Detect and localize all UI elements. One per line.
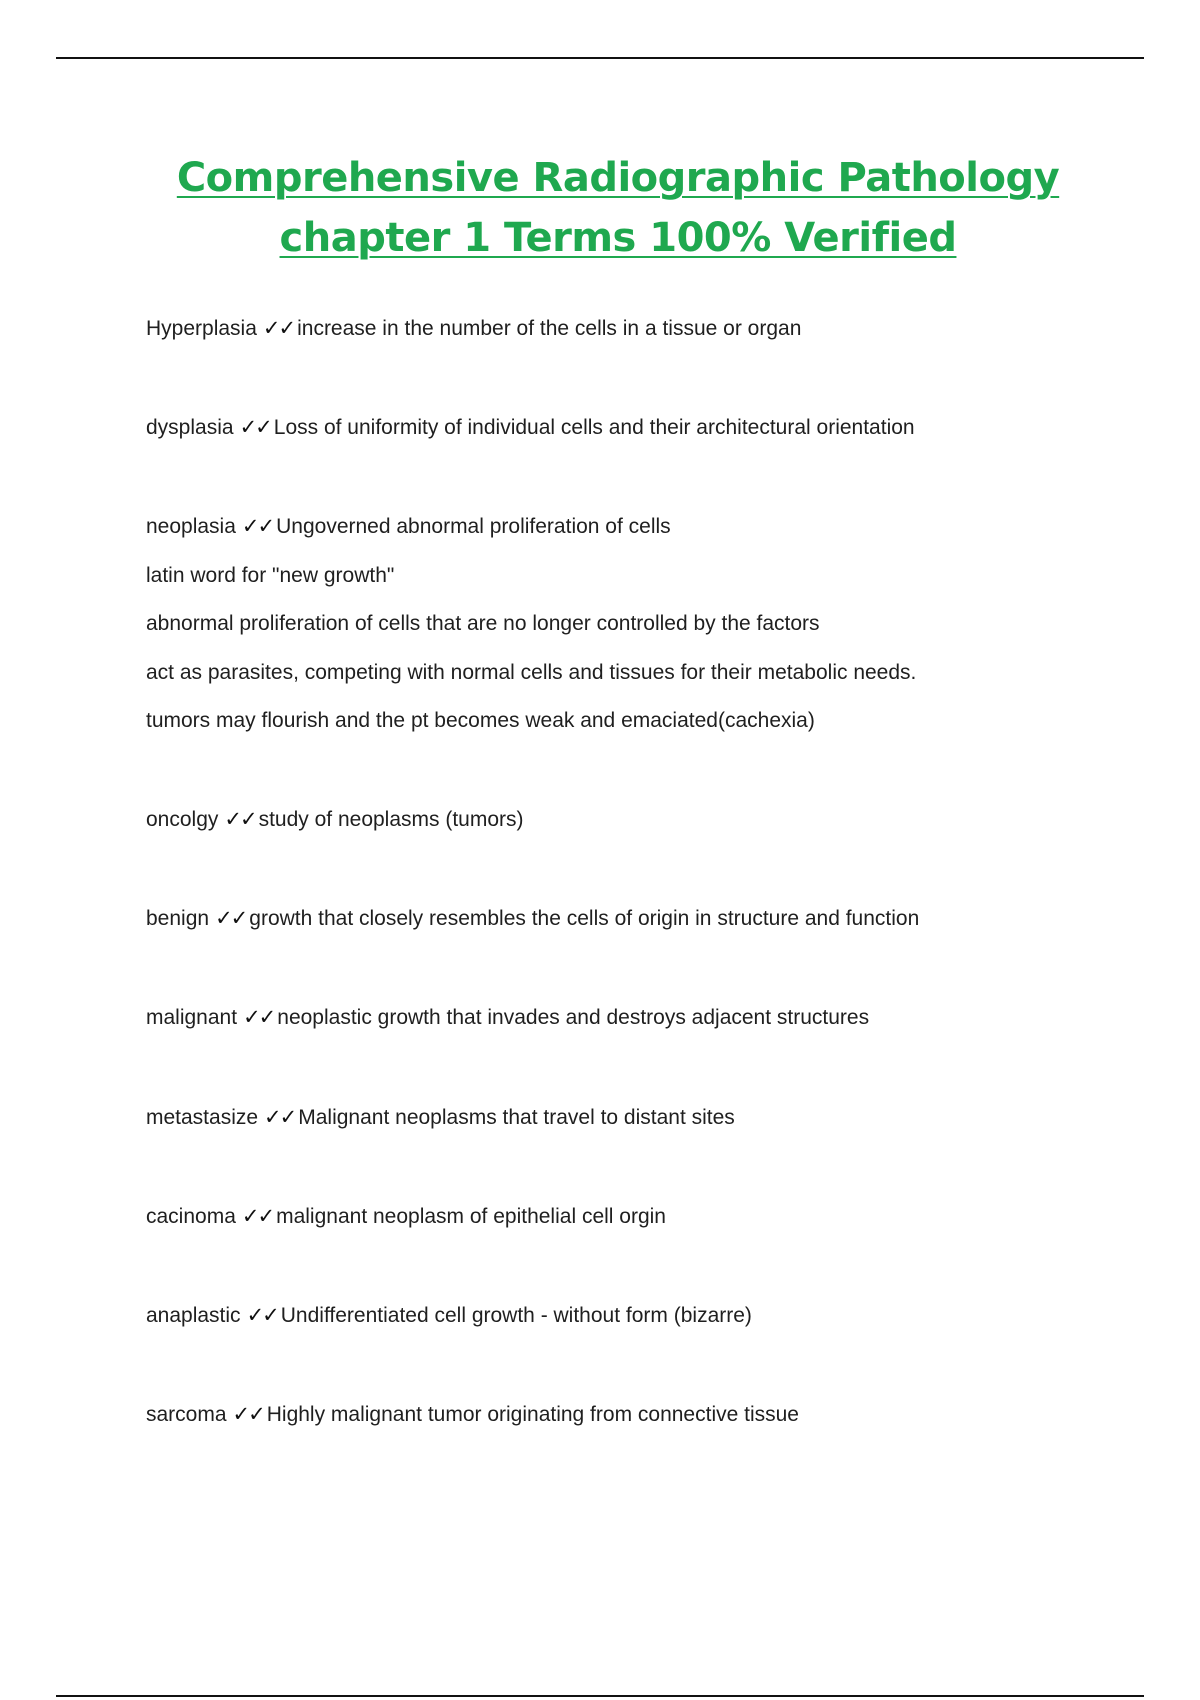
term-label: anaplastic [146, 1304, 241, 1327]
term-label: cacinoma [146, 1205, 236, 1228]
check-mark-icon: ✓✓ [243, 1006, 275, 1029]
term-entry-malignant [146, 1004, 869, 1032]
top-rule [56, 57, 1144, 59]
term-definition: malignant neoplasm of epithelial cell orgin [276, 1205, 666, 1228]
bottom-rule [56, 1695, 1144, 1697]
term-label: metastasize [146, 1106, 259, 1129]
term-definition: increase in the number of the cells in a tissue or organ [297, 317, 802, 340]
term-entry-cacinoma [146, 1203, 666, 1231]
neoplasia-note: act as parasites, competing with normal cells and tissues for their metabolic needs. [146, 661, 917, 684]
term-entry-hyperplasia [146, 315, 801, 343]
title-line-2: chapter 1 Terms 100% Verified [279, 215, 957, 261]
term-entry-dysplasia [146, 414, 915, 442]
term-entry-metastasize [146, 1104, 735, 1132]
term-label: dysplasia [146, 416, 234, 439]
neoplasia-note: tumors may flourish and the pt becomes weak and emaciated(cachexia) [146, 709, 815, 732]
check-mark-icon: ✓✓ [239, 416, 271, 439]
term-label: neoplasia [146, 515, 236, 538]
check-mark-icon: ✓✓ [232, 1403, 264, 1426]
term-definition: Undifferentiated cell growth - without form (bizarre) [280, 1304, 752, 1327]
term-label: benign [146, 907, 210, 930]
check-mark-icon: ✓✓ [241, 1205, 274, 1228]
term-entry-anaplastic [146, 1302, 752, 1330]
term-label: oncolgy [146, 808, 219, 831]
neoplasia-note: abnormal proliferation of cells that are no longer controlled by the factors [146, 612, 820, 635]
neoplasia-note: latin word for "new growth" [146, 564, 395, 587]
term-definition: Loss of uniformity of individual cells and their architectural orientation [273, 416, 915, 439]
term-definition: Highly malignant tumor originating from connective tissue [266, 1403, 799, 1426]
title-line-1: Comprehensive Radiographic Pathology [176, 155, 1060, 201]
term-label: sarcoma [146, 1403, 227, 1426]
term-definition: growth that closely resembles the cells of origin in structure and function [249, 907, 920, 930]
term-definition: Malignant neoplasms that travel to distant sites [298, 1106, 735, 1129]
term-definition: study of neoplasms (tumors) [258, 808, 524, 831]
check-mark-icon: ✓✓ [224, 808, 256, 831]
check-mark-icon: ✓✓ [215, 907, 247, 930]
document-title [0, 148, 1200, 268]
term-label: Hyperplasia [146, 317, 257, 340]
term-entry-sarcoma [146, 1401, 799, 1429]
term-entry-neoplasia [146, 513, 671, 541]
term-entry-benign [146, 905, 919, 933]
term-entry-oncolgy [146, 806, 524, 834]
check-mark-icon: ✓✓ [246, 1304, 278, 1327]
check-mark-icon: ✓✓ [262, 317, 295, 340]
term-label: malignant [146, 1006, 238, 1029]
check-mark-icon: ✓✓ [264, 1106, 296, 1129]
term-definition: Ungoverned abnormal proliferation of cells [276, 515, 671, 538]
term-definition: neoplastic growth that invades and destroys adjacent structures [277, 1006, 870, 1029]
check-mark-icon: ✓✓ [241, 515, 274, 538]
